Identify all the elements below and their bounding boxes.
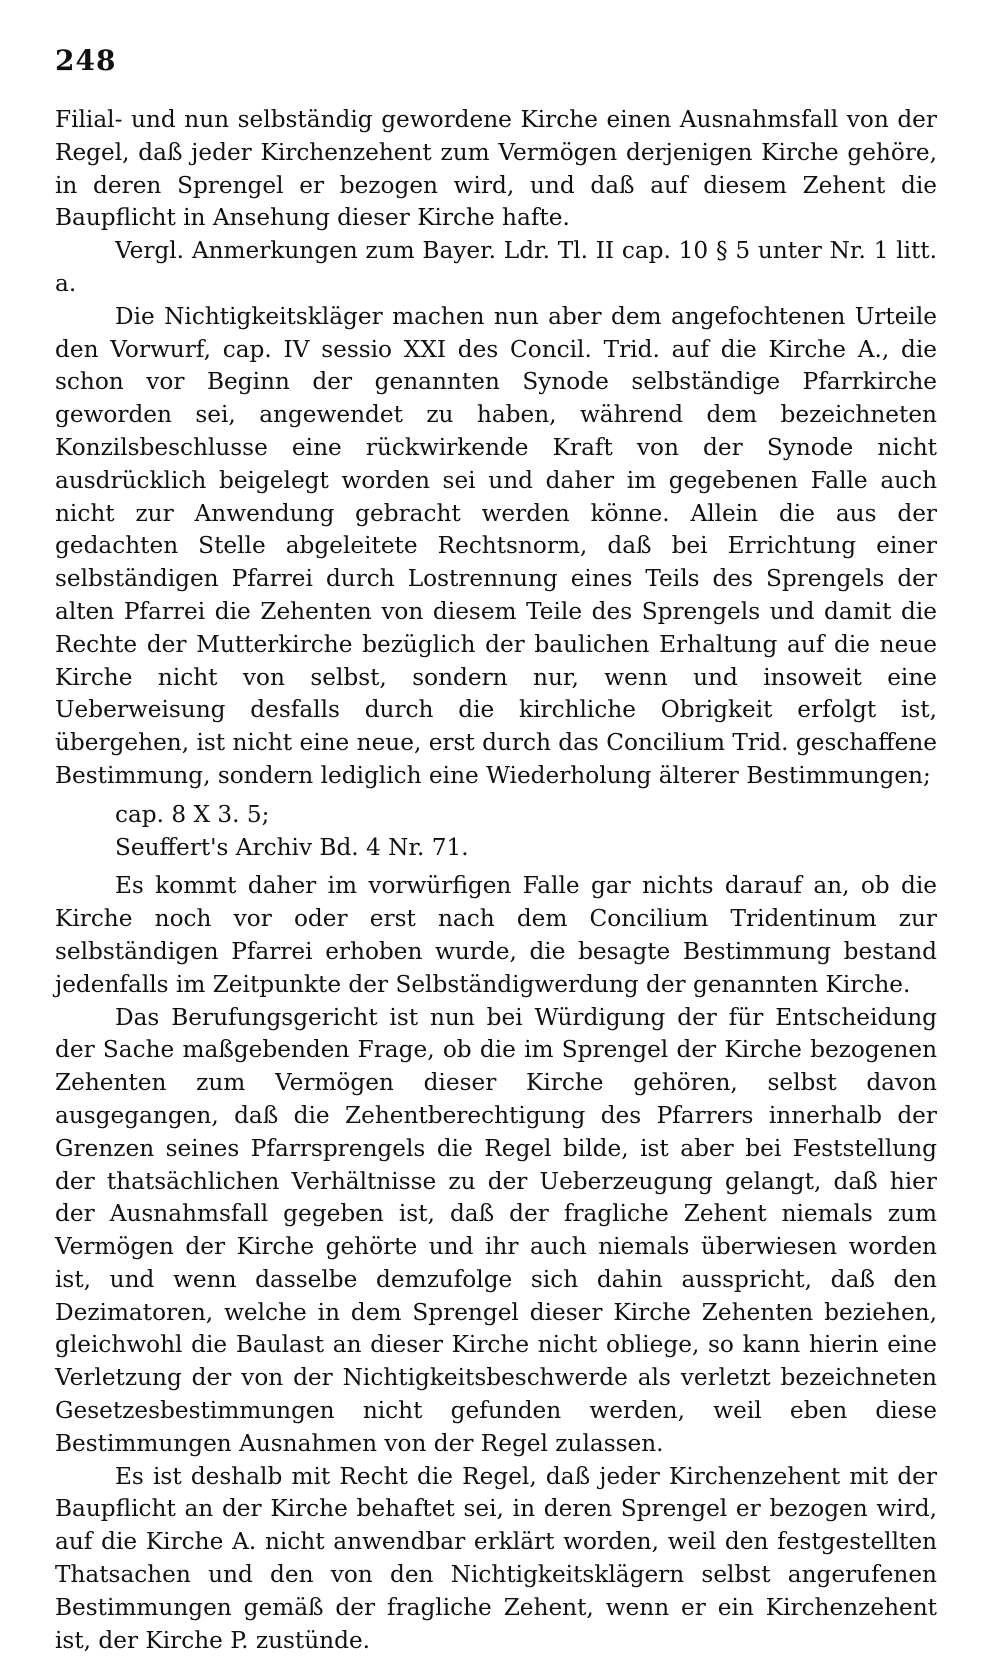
paragraph: Es kommt daher im vorwürfigen Falle gar nichts darauf an, ob die Kirche noch vor oder erst nach dem Concilium Tridentinum zur selbständigen Pfarrei erhoben wurde, die besagte Bestimmung bestand jedenfalls im Zeitpunkte der Selbständigwerdung der genannten Kirche. <box>55 872 937 998</box>
page-number: 248 <box>55 44 117 77</box>
paragraph: Das Berufungsgericht ist nun bei Würdigung der für Entscheidung der Sache maßgebenden Frage, ob die im Sprengel der Kirche bezogenen Zehenten zum Vermögen dieser Kirche gehören, selbst davon ausgegangen, daß die Zehentberechtigung des Pfarrers innerhalb der Grenzen seines Pfarrsprengels die Regel bilde, ist aber bei Feststellung der thatsächlichen Verhältnisse zu der Ueberzeugung gelangt, daß hier der Ausnahmsfall gegeben ist, daß der fragliche Zehent niemals zum Vermögen der Kirche gehörte und ihr auch niemals überwiesen worden ist, und wenn dasselbe demzufolge sich dahin ausspricht, daß den Dezimatoren, welche in dem Sprengel dieser Kirche Zehenten beziehen, gleichwohl die Baulast an dieser Kirche nicht obliege, so kann hierin eine Verletzung der von der Nichtigkeitsbeschwerde als verletzt bezeichneten Gesetzesbestimmungen nicht gefunden werden, weil eben diese Bestimmungen Ausnahmen von der Regel zulassen. <box>55 1003 937 1457</box>
paragraph: Die Nichtigkeitskläger machen nun aber dem angefochtenen Urteile den Vorwurf, cap. IV sessio XXI des Concil. Trid. auf die Kirche A., die schon vor Beginn der genannten Synode selbständige Pfarrkirche geworden sei, angewendet zu haben, während dem bezeichneten Konzilsbeschlusse eine rückwirkende Kraft von der Synode nicht ausdrücklich beigelegt worden sei und daher im gegebenen Falle auch nicht zur Anwendung gebracht werden könne. Allein die aus der gedachten Stelle abgeleitete Rechtsnorm, daß bei Errichtung einer selbständigen Pfarrei durch Lostrennung eines Teils des Sprengels der alten Pfarrei die Zehenten von diesem Teile des Sprengels und damit die Rechte der Mutterkirche bezüglich der baulichen Erhaltung auf die neue Kirche nicht von selbst, sondern nur, wenn und insoweit eine Ueberweisung desfalls durch die kirchliche Obrigkeit erfolgt ist, übergehen, ist nicht eine neue, erst durch das Concilium Trid. geschaffene Bestimmung, sondern lediglich eine Wiederholung älterer Bestimmungen; <box>55 302 937 789</box>
citation: cap. 8 X 3. 5; <box>115 800 270 828</box>
paragraph-reference: Vergl. Anmerkungen zum Bayer. Ldr. Tl. II cap. 10 § 5 unter Nr. 1 litt. a. <box>55 237 937 297</box>
body-text <box>55 104 937 1657</box>
paragraph: Es ist deshalb mit Recht die Regel, daß jeder Kirchenzehent mit der Baupflicht an der Kirche behaftet sei, in deren Sprengel er bezogen wird, auf die Kirche A. nicht anwendbar erklärt worden, weil den festgestellten Thatsachen und den von den Nichtigkeitsklägern selbst angerufenen Bestimmungen gemäß der fragliche Zehent, wenn er ein Kirchenzehent ist, der Kirche P. zustünde. <box>55 1462 937 1654</box>
citation: Seuffert's Archiv Bd. 4 Nr. 71. <box>115 833 469 861</box>
paragraph: Filial- und nun selbständig gewordene Kirche einen Ausnahmsfall von der Regel, daß jeder Kirchenzehent zum Vermögen derjenigen Kirche gehöre, in deren Sprengel er bezogen wird, und daß auf diesem Zehent die Baupflicht in Ansehung dieser Kirche hafte. <box>55 106 937 232</box>
